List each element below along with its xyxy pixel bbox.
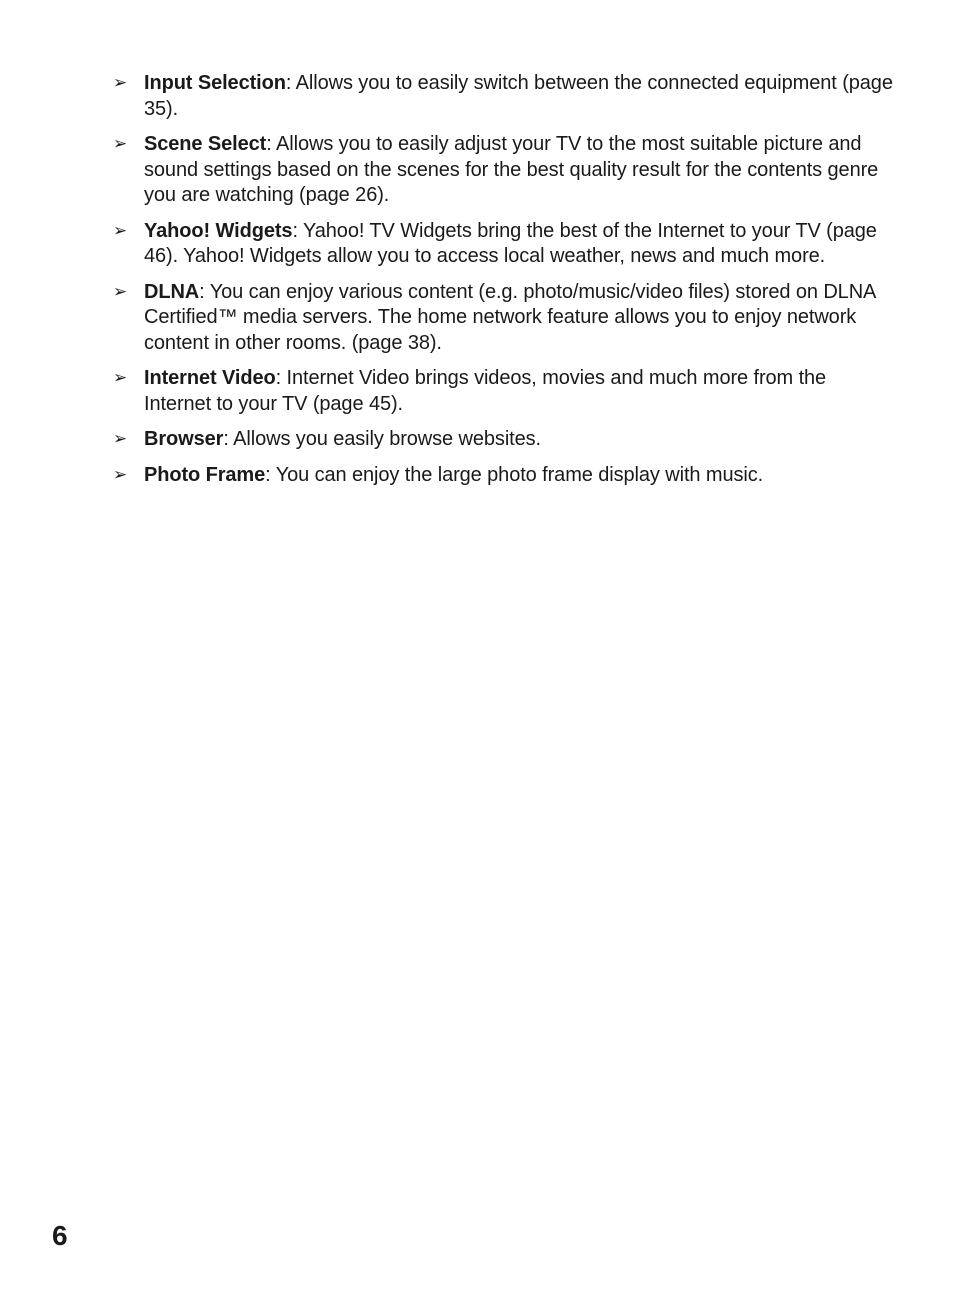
feature-term: Input Selection xyxy=(144,72,286,94)
arrow-bullet-icon: ➢ xyxy=(113,368,128,388)
feature-description: : Allows you to easily adjust your TV to the most suitable picture and sound settings based on the scenes for the best quality result for the contents genre you are watching (page 26). xyxy=(144,133,879,206)
list-item xyxy=(113,463,893,489)
arrow-bullet-icon: ➢ xyxy=(113,429,128,449)
feature-description: : You can enjoy various content (e.g. photo/music/video files) stored on DLNA Certified™ media servers. The home network feature allows you to enjoy network content in other rooms. (page 38). xyxy=(144,280,876,354)
arrow-bullet-icon: ➢ xyxy=(113,464,128,485)
feature-term: Browser xyxy=(144,428,224,450)
feature-term: Scene Select xyxy=(144,133,267,155)
feature-description: : Allows you to easily switch between the connected equipment (page 35). xyxy=(144,72,893,120)
list-item xyxy=(113,366,893,417)
list-item-text xyxy=(144,463,893,489)
list-item-text xyxy=(144,71,893,122)
list-item-text xyxy=(144,219,893,270)
page-number: 6 xyxy=(52,1220,68,1251)
feature-term: Internet Video xyxy=(144,367,276,389)
feature-description: : You can enjoy the large photo frame display with music. xyxy=(265,463,764,486)
list-item-text xyxy=(144,280,893,357)
feature-description: : Yahoo! TV Widgets bring the best of the Internet to your TV (page 46). Yahoo! Widgets allow you to access local weather, news and much more. xyxy=(144,219,877,267)
list-item xyxy=(113,427,893,453)
arrow-bullet-icon: ➢ xyxy=(113,281,128,302)
arrow-bullet-icon: ➢ xyxy=(113,73,128,93)
arrow-bullet-icon: ➢ xyxy=(113,220,128,241)
list-item xyxy=(113,280,893,357)
list-item-text xyxy=(144,427,893,453)
feature-term: Photo Frame xyxy=(144,463,266,486)
list-item-text xyxy=(144,132,893,209)
feature-description: : Internet Video brings videos, movies and much more from the Internet to your TV (page 45). xyxy=(144,367,827,415)
feature-term: DLNA xyxy=(144,280,200,303)
list-item xyxy=(113,219,893,270)
arrow-bullet-icon: ➢ xyxy=(113,134,128,154)
feature-list xyxy=(113,71,893,498)
list-item-text xyxy=(144,366,893,417)
feature-term: Yahoo! Widgets xyxy=(144,219,293,242)
list-item xyxy=(113,132,893,209)
feature-description: : Allows you easily browse websites. xyxy=(223,428,541,450)
list-item xyxy=(113,71,893,122)
